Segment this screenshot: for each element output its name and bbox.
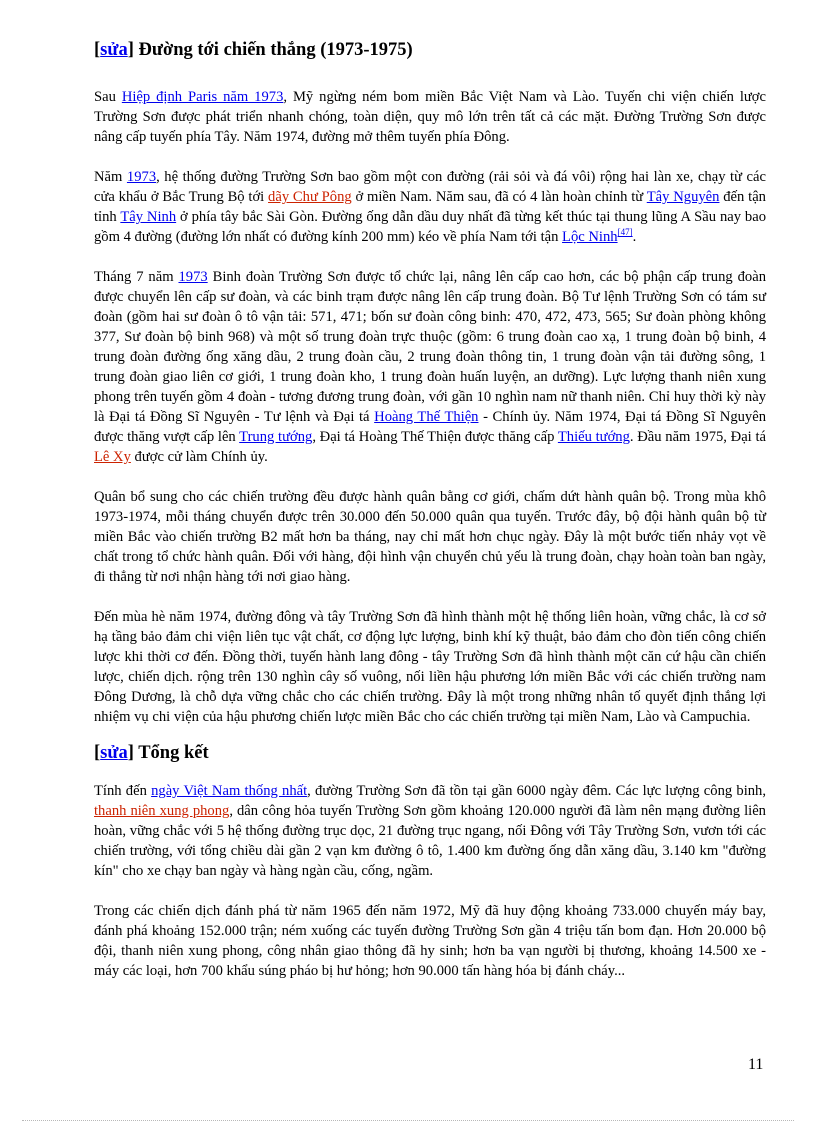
article-link[interactable]: Trung tướng (239, 429, 313, 445)
missing-article-link[interactable]: thanh niên xung phong (94, 803, 230, 819)
paragraph: Năm 1973, hệ thống đường Trường Sơn bao gồm một con đường (rải sỏi và đá vôi) rộng hai làn xe, chạy từ các cửa khẩu ở Bắc Trung Bộ tới dãy Chư Pông ở miền Nam. Năm sau, đã có 4 làn hoàn chỉnh từ Tây Nguyên đến tận tỉnh Tây Ninh ở phía tây bắc Sài Gòn. Đường ống dẫn dầu duy nhất đã từng kết thúc tại thung lũng A Sầu nay bao gồm 4 đường (đường lớn nhất có đường kính 200 mm) kéo về phía Nam tới tận Lộc Ninh[47]. (94, 169, 766, 245)
citation-link[interactable]: [47] (617, 227, 633, 238)
paragraph: Đến mùa hè năm 1974, đường đông và tây Trường Sơn đã hình thành một hệ thống liên hoàn, vững chắc, là cơ sở hạ tầng bảo đảm chi viện liên tục vật chất, cơ động lực lượng, binh khí kỹ thuật, bảo đảm cho đòn tiến công chiến lược khi thời cơ đến. Đồng thời, tuyến hành lang đông - tây Trường Sơn đã hình thành một căn cứ hậu cần chiến lược, chiến dịch. rộng trên 130 nghìn cây số vuông, nối liền hậu phương lớn miền Bắc với các chiến trường nam Đông Dương, là chỗ dựa vững chắc cho các chiến trường. Đây là một trong những nhân tố quyết định thắng lợi nhiệm vụ chi viện của hậu phương chiến lược miền Bắc cho các chiến trường tại miền Nam, Lào và Campuchia. (94, 609, 766, 725)
missing-article-link[interactable]: Lê Xy (94, 449, 131, 465)
article-link[interactable]: Tây Ninh (120, 209, 177, 225)
section-heading: [sửa] Đường tới chiến thắng (1973-1975) (94, 40, 413, 60)
article-link[interactable]: Thiếu tướng (557, 429, 630, 445)
page-number: 11 (748, 1056, 764, 1073)
paragraph: Trong các chiến dịch đánh phá từ năm 1965 đến năm 1972, Mỹ đã huy động khoảng 733.000 chuyến máy bay, đánh phá khoảng 152.000 trận; ném xuống các tuyến đường Trường Sơn gần 4 triệu tấn bom đạn. Hơn 20.000 bộ đội, thanh niên xung phong, công nhân giao thông đã hy sinh; hơn ba vạn người bị thương, khoảng 14.500 xe - máy các loại, hơn 700 khẩu súng pháo bị hư hỏng; hơn 90.000 tấn hàng hóa bị đánh cháy... (94, 903, 766, 979)
article-link[interactable]: Lộc Ninh (562, 229, 618, 245)
paragraph: Sau Hiệp định Paris năm 1973, Mỹ ngừng ném bom miền Bắc Việt Nam và Lào. Tuyến chi viện chiến lược Trường Sơn được phát triển nhanh chóng, toàn diện, quy mô lớn trên tất cả các mặt. Đường Trường Sơn được nâng cấp tuyến phía Tây. Năm 1974, đường mở thêm tuyến phía Đông. (94, 89, 766, 145)
citation (618, 227, 633, 237)
section-title: Tổng kết (138, 743, 209, 763)
section-title: Đường tới chiến thắng (1973-1975) (138, 40, 413, 60)
paragraph: Tháng 7 năm 1973 Binh đoàn Trường Sơn được tổ chức lại, nâng lên cấp cao hơn, các bộ phận cấp trung đoàn được chuyển lên cấp sư đoàn, và các binh trạm được nâng lên cấp trung đoàn. Bộ Tư lệnh Trường Sơn có tám sư đoàn (gồm hai sư đoàn ô tô vận tải: 571, 471; bốn sư đoàn công binh: 470, 472, 473, 565; Sư đoàn phòng không 377, Sư đoàn bộ binh 968) và một số trung đoàn trực thuộc (gồm: 6 trung đoàn cao xạ, 1 trung đoàn bộ binh, 4 trung đoàn đường ống xăng dầu, 2 trung đoàn cầu, 2 trung đoàn thông tin, 1 trung đoàn vận tải đường sông, 1 trung đoàn giao liên cơ giới, 1 trung đoàn kho, 1 trung đoàn huấn luyện, an dưỡng). Lực lượng thanh niên xung phong trên tuyến gồm 4 đoàn - tương đương trung đoàn, với gần 10 nghìn nam nữ thanh niên. Chỉ huy thời kỳ này là Đại tá Đồng Sĩ Nguyên - Tư lệnh và Đại tá Hoàng Thế Thiện - Chính ủy. Năm 1974, Đại tá Đồng Sĩ Nguyên được thăng vượt cấp lên Trung tướng, Đại tá Hoàng Thế Thiện được thăng cấp Thiếu tướng. Đầu năm 1975, Đại tá Lê Xy được cử làm Chính ủy. (94, 269, 766, 465)
article-link[interactable]: ngày Việt Nam thống nhất (151, 783, 308, 799)
document-page (94, 38, 766, 1001)
article-link[interactable]: 1973 (126, 169, 157, 185)
article-link[interactable]: Tây Nguyên (646, 189, 720, 205)
paragraph: Tính đến ngày Việt Nam thống nhất, đường Trường Sơn đã tồn tại gần 6000 ngày đêm. Các lực lượng công binh, thanh niên xung phong, dân công hỏa tuyến Trường Sơn gồm khoảng 120.000 người đã làm nên mạng đường liên hoàn, vững chắc với 5 hệ thống đường trục dọc, 21 đường trục ngang, nối Đông với Tây Trường Sơn, vươn tới các chiến trường, với tổng chiều dài gần 2 vạn km đường ô tô, 1.400 km đường ống dẫn xăng dầu, 3.140 km "đường kín" cho xe chạy ban ngày và hàng ngàn cầu, cống, ngầm. (94, 783, 766, 879)
article-link[interactable]: 1973 (178, 269, 208, 285)
section-heading: [sửa] Tổng kết (94, 743, 209, 763)
paragraph: Quân bổ sung cho các chiến trường đều được hành quân bằng cơ giới, chấm dứt hành quân bộ. Trong mùa khô 1973-1974, mỗi tháng chuyển được trên 30.000 đến 50.000 quân qua tuyến. Trước đây, bộ đội hành quân bộ từ miền Bắc vào chiến trường B2 mất hơn ba tháng, nay chỉ mất hơn chục ngày. Đây là một bước tiến nhảy vọt về chất trong tổ chức hành quân. Đối với hàng, đội hình vận chuyển chủ yếu là trung đoàn, chạy hoàn toàn ban ngày, đi thẳng từ nơi nhận hàng tới nơi giao hàng. (94, 489, 766, 585)
article-link[interactable]: Hiệp định Paris năm 1973 (121, 89, 284, 105)
missing-article-link[interactable]: dãy Chư Pông (268, 189, 352, 205)
edit-link[interactable]: sửa (100, 743, 128, 763)
article-link[interactable]: Hoàng Thế Thiện (374, 409, 479, 425)
edit-link[interactable]: sửa (100, 40, 128, 60)
page-bottom-rule (22, 1120, 794, 1121)
